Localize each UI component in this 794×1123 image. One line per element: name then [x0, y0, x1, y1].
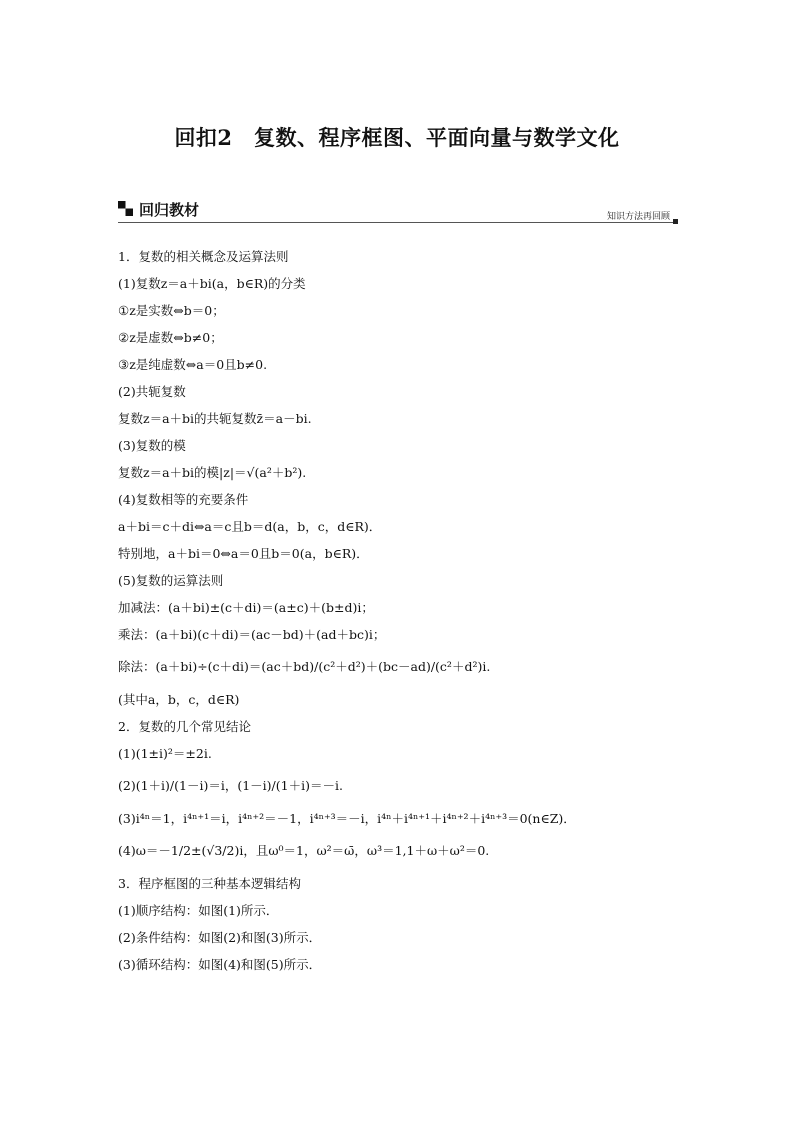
heading-3: 3．程序框图的三种基本逻辑结构 — [118, 876, 301, 891]
page-title: 回扣2 复数、程序框图、平面向量与数学文化 — [174, 125, 620, 150]
text-line: (其中a，b，c，d∈R) — [118, 692, 240, 707]
text-line: (3)复数的模 — [118, 438, 186, 453]
checker-icon — [118, 201, 133, 216]
text-line: 特别地，a＋bi＝0⇔a＝0且b＝0(a，b∈R)． — [118, 546, 369, 561]
text-line: (3)i⁴ⁿ＝1，i⁴ⁿ⁺¹＝i，i⁴ⁿ⁺²＝－1，i⁴ⁿ⁺³＝－i，i⁴ⁿ＋i⁴ⁿ⁺¹＋i⁴ⁿ⁺²＋i⁴ⁿ⁺³＝0(n∈Z)． — [118, 811, 576, 826]
text-line: 除法：(a＋bi)÷(c＋di)＝(ac＋bd)/(c²＋d²)＋(bc－ad)/(c²＋d²)i. — [118, 659, 491, 674]
heading-2: 2．复数的几个常见结论 — [118, 719, 251, 734]
text-line: (4)ω＝－1/2±(√3/2)i，且ω⁰＝1，ω²＝ω̄，ω³＝1,1＋ω＋ω²＝0. — [118, 843, 490, 858]
text-line: 加减法：(a＋bi)±(c＋di)＝(a±c)＋(b±d)i； — [118, 600, 374, 615]
text-line: ②z是虚数⇔b≠0； — [118, 330, 223, 345]
text-line: (2)条件结构：如图(2)和图(3)所示． — [118, 930, 322, 945]
section-subtitle: 知识方法再回顾 — [606, 212, 670, 222]
text-line: a＋bi＝c＋di⇔a＝c且b＝d(a，b，c，d∈R)． — [118, 519, 382, 534]
text-line: (1)复数z＝a＋bi(a，b∈R)的分类 — [118, 276, 306, 291]
heading-1: 1．复数的相关概念及运算法则 — [118, 249, 289, 264]
section-rule — [118, 222, 678, 223]
section-rule-end — [673, 219, 678, 224]
text-line: (2)(1＋i)/(1－i)＝i，(1－i)/(1＋i)＝－i. — [118, 778, 343, 793]
text-line: (1)顺序结构：如图(1)所示． — [118, 903, 279, 918]
text-line: ①z是实数⇔b＝0； — [118, 303, 225, 318]
text-line: 复数z＝a＋bi的模|z|＝√(a²＋b²). — [118, 465, 307, 480]
text-line: 复数z＝a＋bi的共轭复数z̄＝a－bi. — [118, 411, 312, 426]
text-line: 乘法：(a＋bi)(c＋di)＝(ac－bd)＋(ad＋bc)i； — [118, 627, 386, 642]
text-line: (1)(1±i)²＝±2i. — [118, 746, 212, 761]
text-line: ③z是纯虚数⇔a＝0且b≠0. — [118, 357, 268, 372]
text-line: (4)复数相等的充要条件 — [118, 492, 249, 507]
text-line: (5)复数的运算法则 — [118, 573, 224, 588]
section-title: 回归教材 — [139, 201, 200, 219]
text-line: (2)共轭复数 — [118, 384, 186, 399]
document-body — [118, 243, 688, 978]
section-header — [118, 199, 678, 225]
text-line: (3)循环结构：如图(4)和图(5)所示． — [118, 957, 322, 972]
